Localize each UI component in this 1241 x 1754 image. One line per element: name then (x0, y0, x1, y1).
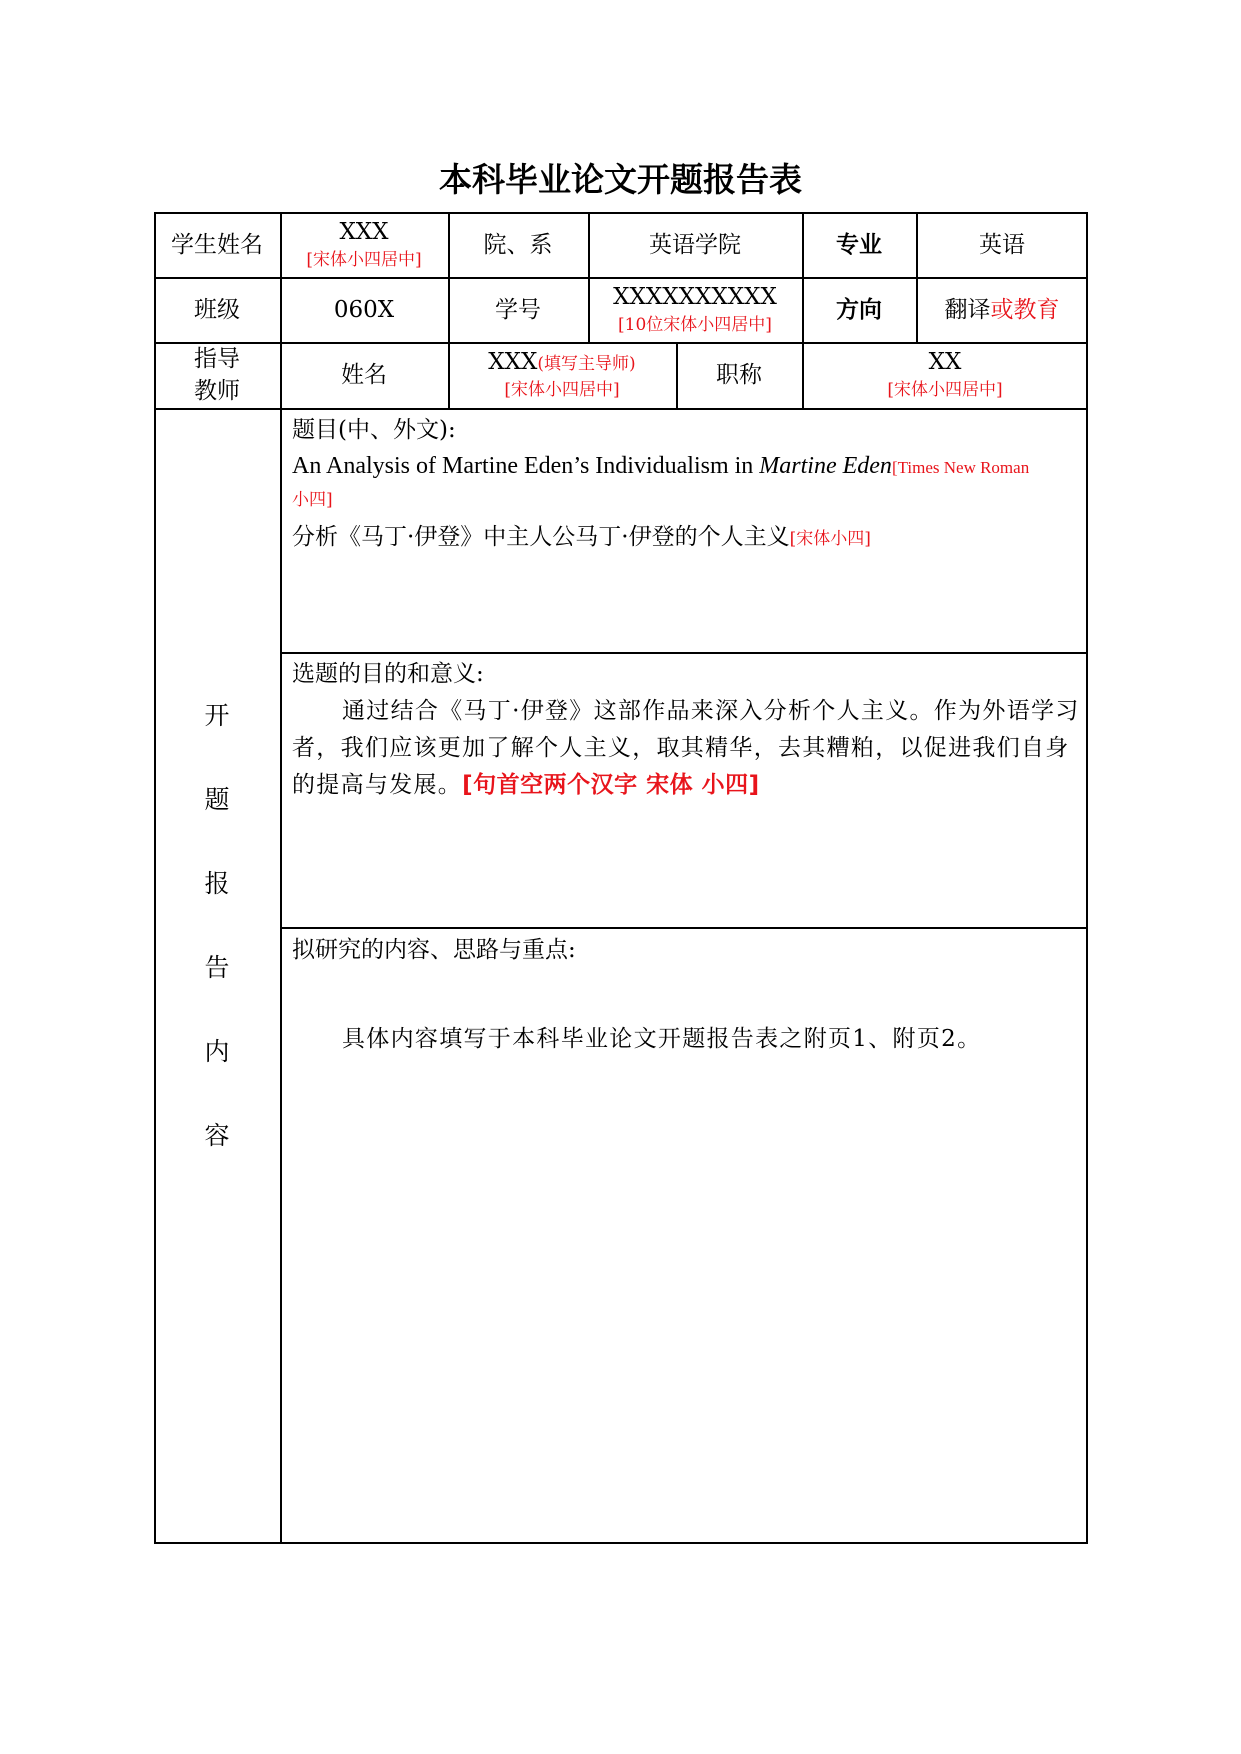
department-label: 院、系 (483, 231, 553, 258)
advisor-rank-note: [宋体小四居中] (887, 380, 1003, 400)
student-name-cell (280, 212, 448, 277)
side-label-char: 容 (204, 1121, 230, 1150)
research-content-section (292, 932, 1082, 1058)
advisor-rank-label: 职称 (716, 362, 762, 388)
department-value: 英语学院 (649, 231, 741, 258)
proposal-content-side-label (154, 700, 280, 1204)
student-id-value: XXXXXXXXXX (613, 283, 777, 310)
student-name-label: 学生姓名 (171, 231, 263, 258)
purpose-text: 通过结合《马丁·伊登》这部作品来深入分析个人主义。作为外语学习者，我们应该更加了解个人主义，取其精华，去其糟粕，以促进我们自身的提高与发展。 (292, 698, 1080, 798)
advisor-name-note: [宋体小四居中] (504, 380, 620, 400)
side-label-char: 题 (204, 785, 230, 814)
purpose-section (292, 656, 1082, 804)
advisor-rank-value: XX (928, 349, 962, 375)
direction-value-education: 或教育 (990, 296, 1060, 323)
direction-label: 方向 (836, 296, 882, 323)
side-label-char: 报 (204, 869, 230, 898)
proposal-form-table (154, 212, 1088, 1542)
student-name-note: [宋体小四居中] (306, 249, 422, 270)
side-label-char: 告 (204, 953, 230, 982)
purpose-body (292, 693, 1082, 804)
purpose-heading: 选题的目的和意义: (292, 661, 484, 687)
advisor-name-label: 姓名 (341, 362, 387, 388)
student-id-label: 学号 (495, 296, 541, 323)
document-title: 本科毕业论文开题报告表 (439, 160, 802, 199)
student-name-value: XXX (339, 218, 389, 245)
advisor-label (154, 342, 280, 408)
topic-section (292, 412, 1082, 556)
topic-english-text: An Analysis of Martine Eden’s Individualism in (292, 453, 760, 479)
research-content-body: 具体内容填写于本科毕业论文开题报告表之附页1、附页2。 (342, 1026, 982, 1052)
student-id-note: [10位宋体小四居中] (618, 314, 772, 335)
topic-english-title (292, 449, 1082, 485)
topic-english-note: [Times New Roman (891, 458, 1030, 477)
advisor-label-line2: 教师 (194, 378, 240, 404)
topic-chinese-text: 分析《马丁·伊登》中主人公马丁·伊登的个人主义 (292, 524, 790, 550)
research-content-heading: 拟研究的内容、思路与重点: (292, 937, 576, 963)
topic-chinese-note: [宋体小四] (789, 529, 871, 549)
advisor-name-cell (448, 342, 676, 408)
direction-value-translation: 翻译 (944, 296, 991, 323)
student-id-cell (588, 277, 802, 342)
topic-english-italic: Martine Eden (759, 453, 892, 479)
topic-heading: 题目(中、外文): (292, 417, 456, 443)
topic-english-note-cont: 小四] (292, 490, 333, 510)
advisor-name-hint: (填写主导师) (537, 354, 636, 374)
advisor-name-line (488, 347, 635, 377)
class-label: 班级 (194, 296, 240, 323)
side-label-char: 开 (204, 701, 230, 730)
major-value: 英语 (979, 231, 1025, 258)
direction-value (916, 277, 1088, 342)
advisor-label-line1: 指导 (194, 346, 240, 372)
major-label: 专业 (836, 231, 882, 258)
topic-chinese-title (292, 519, 1082, 556)
advisor-rank-cell (802, 342, 1088, 408)
advisor-name-value: XXX (488, 349, 538, 375)
class-value: 060X (333, 296, 395, 323)
side-label-char: 内 (204, 1037, 230, 1066)
purpose-note: [句首空两个汉字 宋体 小四] (462, 772, 760, 798)
